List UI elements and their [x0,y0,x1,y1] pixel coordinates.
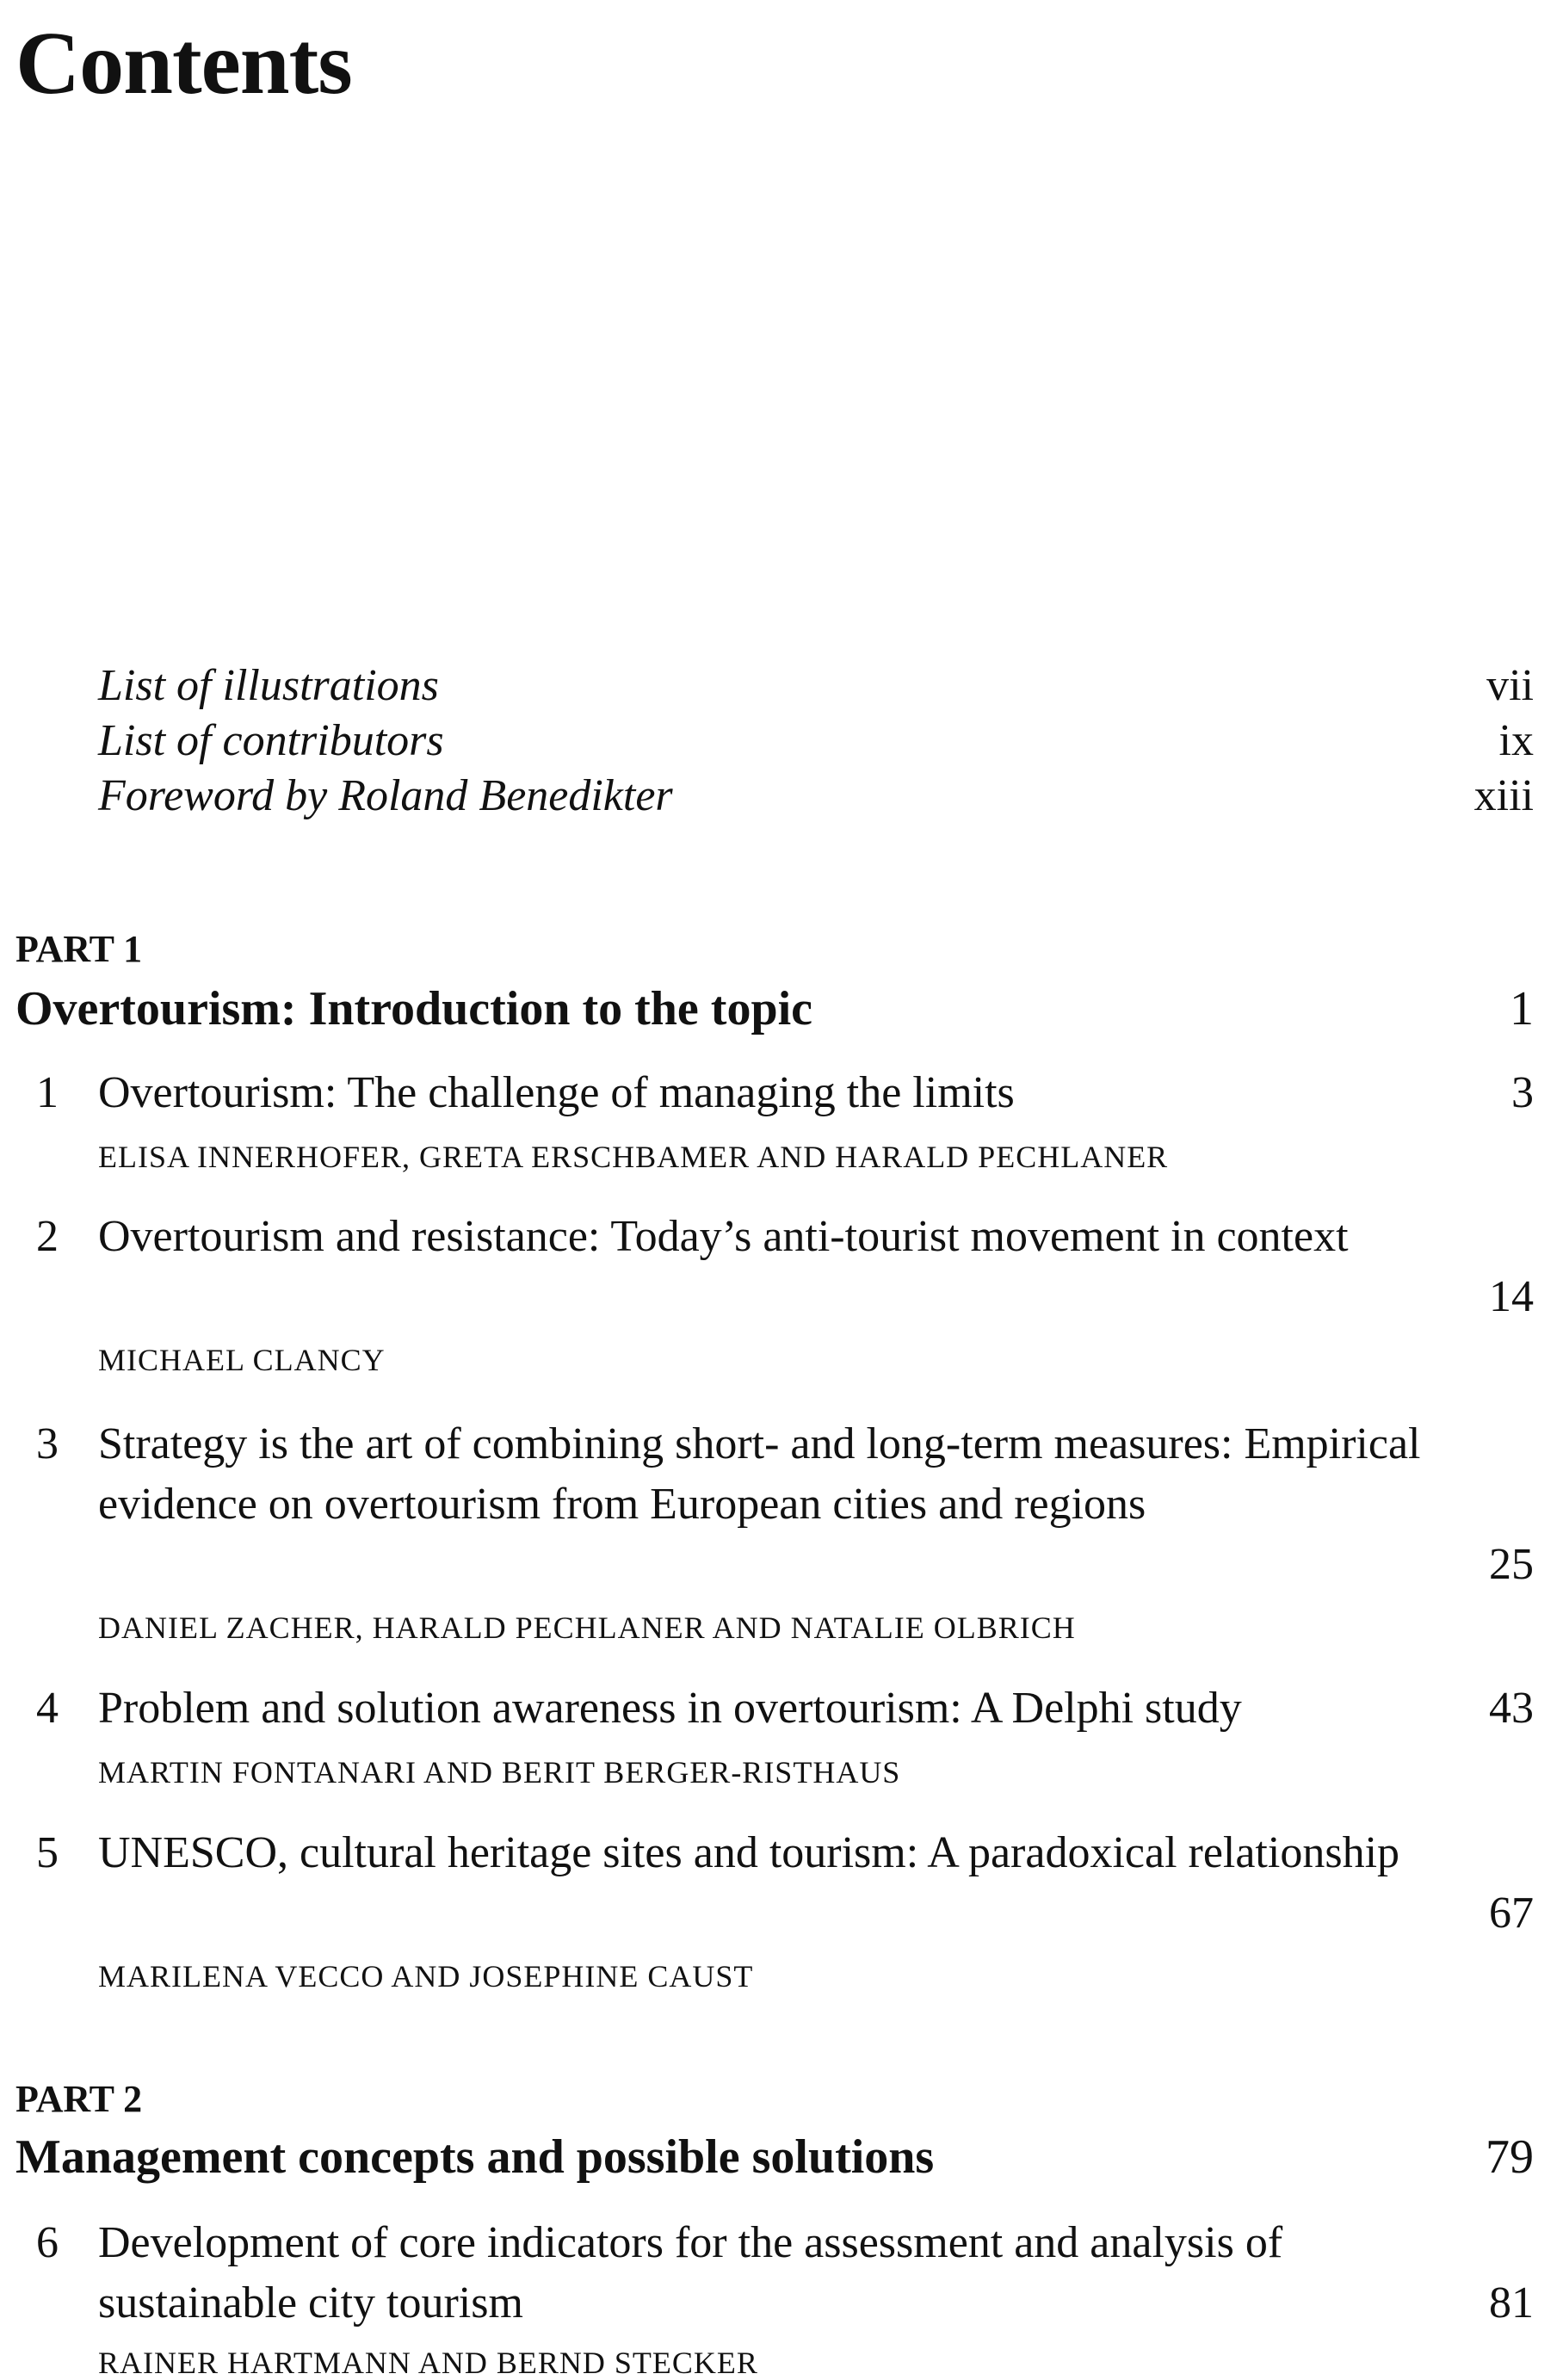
front-matter-page: vii [1486,661,1534,710]
front-matter-label: List of illustrations [98,661,439,710]
chapter-entry-4[interactable] [15,1678,1534,1790]
chapter-page: 67 [1489,1889,1534,1938]
part-heading[interactable] [15,982,1534,1035]
chapter-entry-1[interactable] [15,1063,1534,1175]
chapter-authors: ELISA INNERHOFER, GRETA ERSCHBAMER AND HARALD PECHLANER [98,1140,1169,1174]
chapter-title: Overtourism: The challenge of managing the limits [98,1068,1015,1117]
part-title: Management concepts and possible solutions [15,2130,935,2184]
part-label: PART 1 [15,928,143,970]
front-matter-label: List of contributors [98,716,444,765]
chapter-page: 43 [1489,1684,1534,1733]
chapter-number: 2 [36,1212,59,1261]
front-matter-contributors[interactable] [98,714,1534,768]
page-title: Contents [15,14,352,113]
chapter-page: 3 [1511,1068,1534,1117]
part-heading[interactable] [15,2130,1534,2184]
chapter-title: Problem and solution awareness in overtourism: A Delphi study [98,1684,1242,1733]
chapter-entry-6[interactable] [15,2213,1534,2379]
chapter-authors: RAINER HARTMANN AND BERND STECKER [98,2346,758,2380]
front-matter-label: Foreword by Roland Benedikter [98,771,673,820]
chapter-entry-2[interactable] [15,1207,1534,1379]
chapter-title: Overtourism and resistance: Today’s anti-tourist movement in context [98,1212,1349,1261]
front-matter-foreword[interactable] [98,770,1534,823]
part-label: PART 2 [15,2078,143,2120]
part-page: 79 [1486,2130,1534,2184]
chapter-number: 5 [36,1828,59,1877]
part-page: 1 [1510,982,1534,1035]
part-title: Overtourism: Introduction to the topic [15,982,812,1035]
chapter-authors: MICHAEL CLANCY [98,1343,386,1377]
chapter-number: 4 [36,1684,59,1733]
chapter-page: 14 [1489,1272,1534,1321]
front-matter-page: ix [1498,716,1534,765]
chapter-number: 3 [36,1419,59,1468]
chapter-title: Strategy is the art of combining short- and long-term measures: Empirical evidence on overtourism from European cities and regions [98,1419,1421,1529]
chapter-entry-5[interactable] [15,1823,1534,1995]
front-matter-illustrations[interactable] [98,659,1534,713]
chapter-number: 6 [36,2218,59,2267]
chapter-page: 25 [1489,1540,1534,1589]
chapter-authors: MARILENA VECCO AND JOSEPHINE CAUST [98,1959,754,1994]
chapter-title: Development of core indicators for the assessment and analysis of sustainable city tourism [98,2218,1283,2327]
front-matter-page: xiii [1473,771,1534,820]
chapter-entry-3[interactable] [15,1414,1534,1647]
chapter-title: UNESCO, cultural heritage sites and tourism: A paradoxical relationship [98,1828,1400,1877]
chapter-page: 81 [1489,2278,1534,2327]
chapter-number: 1 [36,1068,59,1117]
chapter-authors: DANIEL ZACHER, HARALD PECHLANER AND NATALIE OLBRICH [98,1610,1076,1645]
chapter-authors: MARTIN FONTANARI AND BERIT BERGER-RISTHAUS [98,1755,901,1790]
